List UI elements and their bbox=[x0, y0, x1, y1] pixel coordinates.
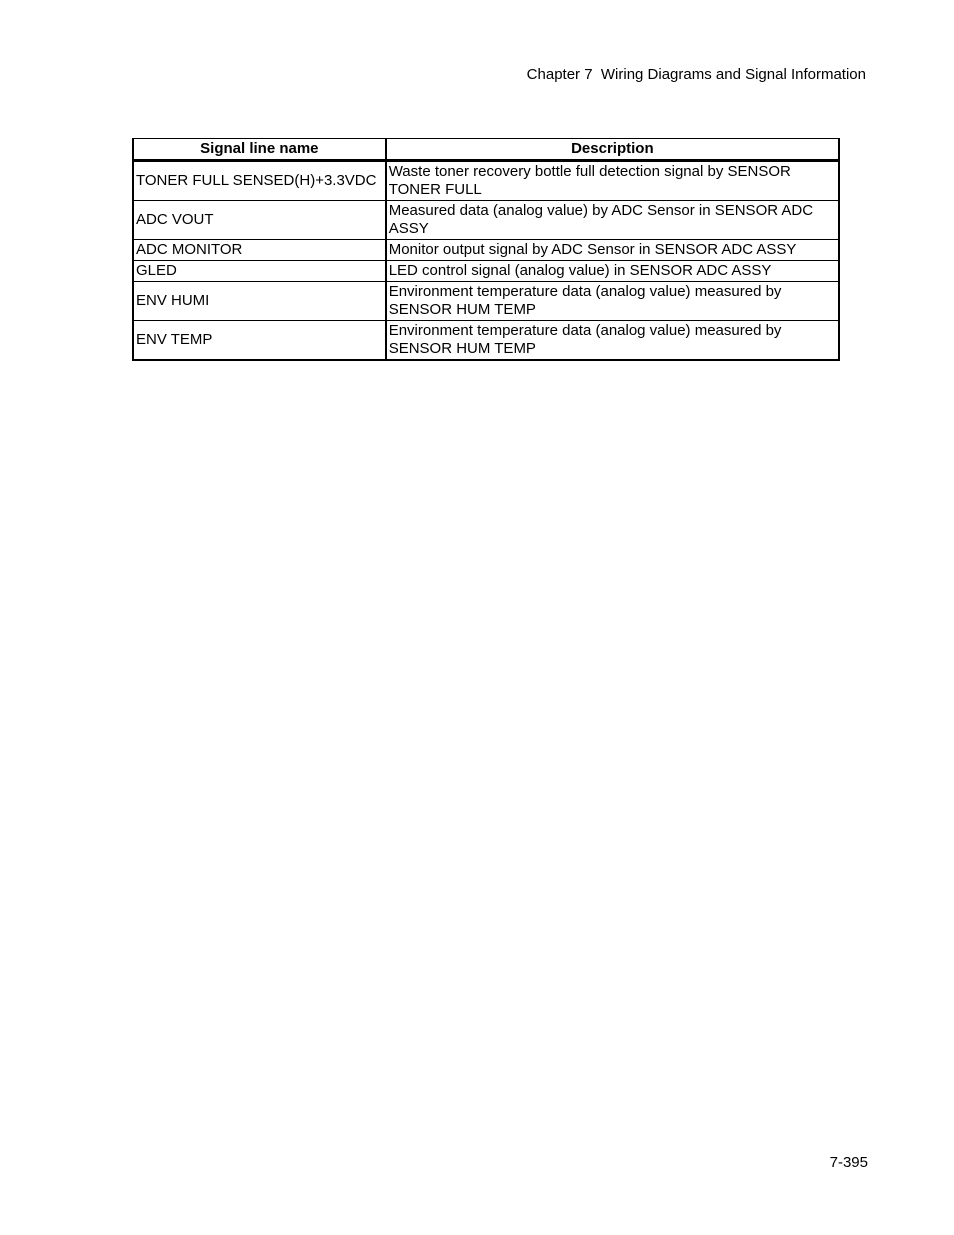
signal-name-cell: TONER FULL SENSED(H)+3.3VDC bbox=[133, 161, 386, 201]
signal-name-cell: ENV HUMI bbox=[133, 282, 386, 321]
chapter-header: Chapter 7 Wiring Diagrams and Signal Information bbox=[526, 66, 866, 83]
table-row bbox=[133, 282, 839, 321]
signal-name-cell: ENV TEMP bbox=[133, 321, 386, 361]
table-header-row bbox=[133, 139, 839, 161]
description-cell: Waste toner recovery bottle full detection signal by SENSOR TONER FULL bbox=[386, 161, 839, 201]
column-header-description: Description bbox=[386, 139, 839, 161]
description-cell: Monitor output signal by ADC Sensor in SENSOR ADC ASSY bbox=[386, 240, 839, 261]
page-number: 7-395 bbox=[829, 1154, 868, 1171]
signal-name-cell: ADC VOUT bbox=[133, 201, 386, 240]
description-cell: LED control signal (analog value) in SENSOR ADC ASSY bbox=[386, 261, 839, 282]
description-cell: Environment temperature data (analog value) measured by SENSOR HUM TEMP bbox=[386, 321, 839, 361]
signal-table bbox=[132, 138, 840, 361]
signal-name-cell: ADC MONITOR bbox=[133, 240, 386, 261]
table-row bbox=[133, 240, 839, 261]
table-row bbox=[133, 161, 839, 201]
description-cell: Measured data (analog value) by ADC Sensor in SENSOR ADC ASSY bbox=[386, 201, 839, 240]
column-header-signal-name: Signal line name bbox=[133, 139, 386, 161]
description-cell: Environment temperature data (analog value) measured by SENSOR HUM TEMP bbox=[386, 282, 839, 321]
table-row bbox=[133, 261, 839, 282]
table-row bbox=[133, 321, 839, 361]
table-row bbox=[133, 201, 839, 240]
signal-name-cell: GLED bbox=[133, 261, 386, 282]
